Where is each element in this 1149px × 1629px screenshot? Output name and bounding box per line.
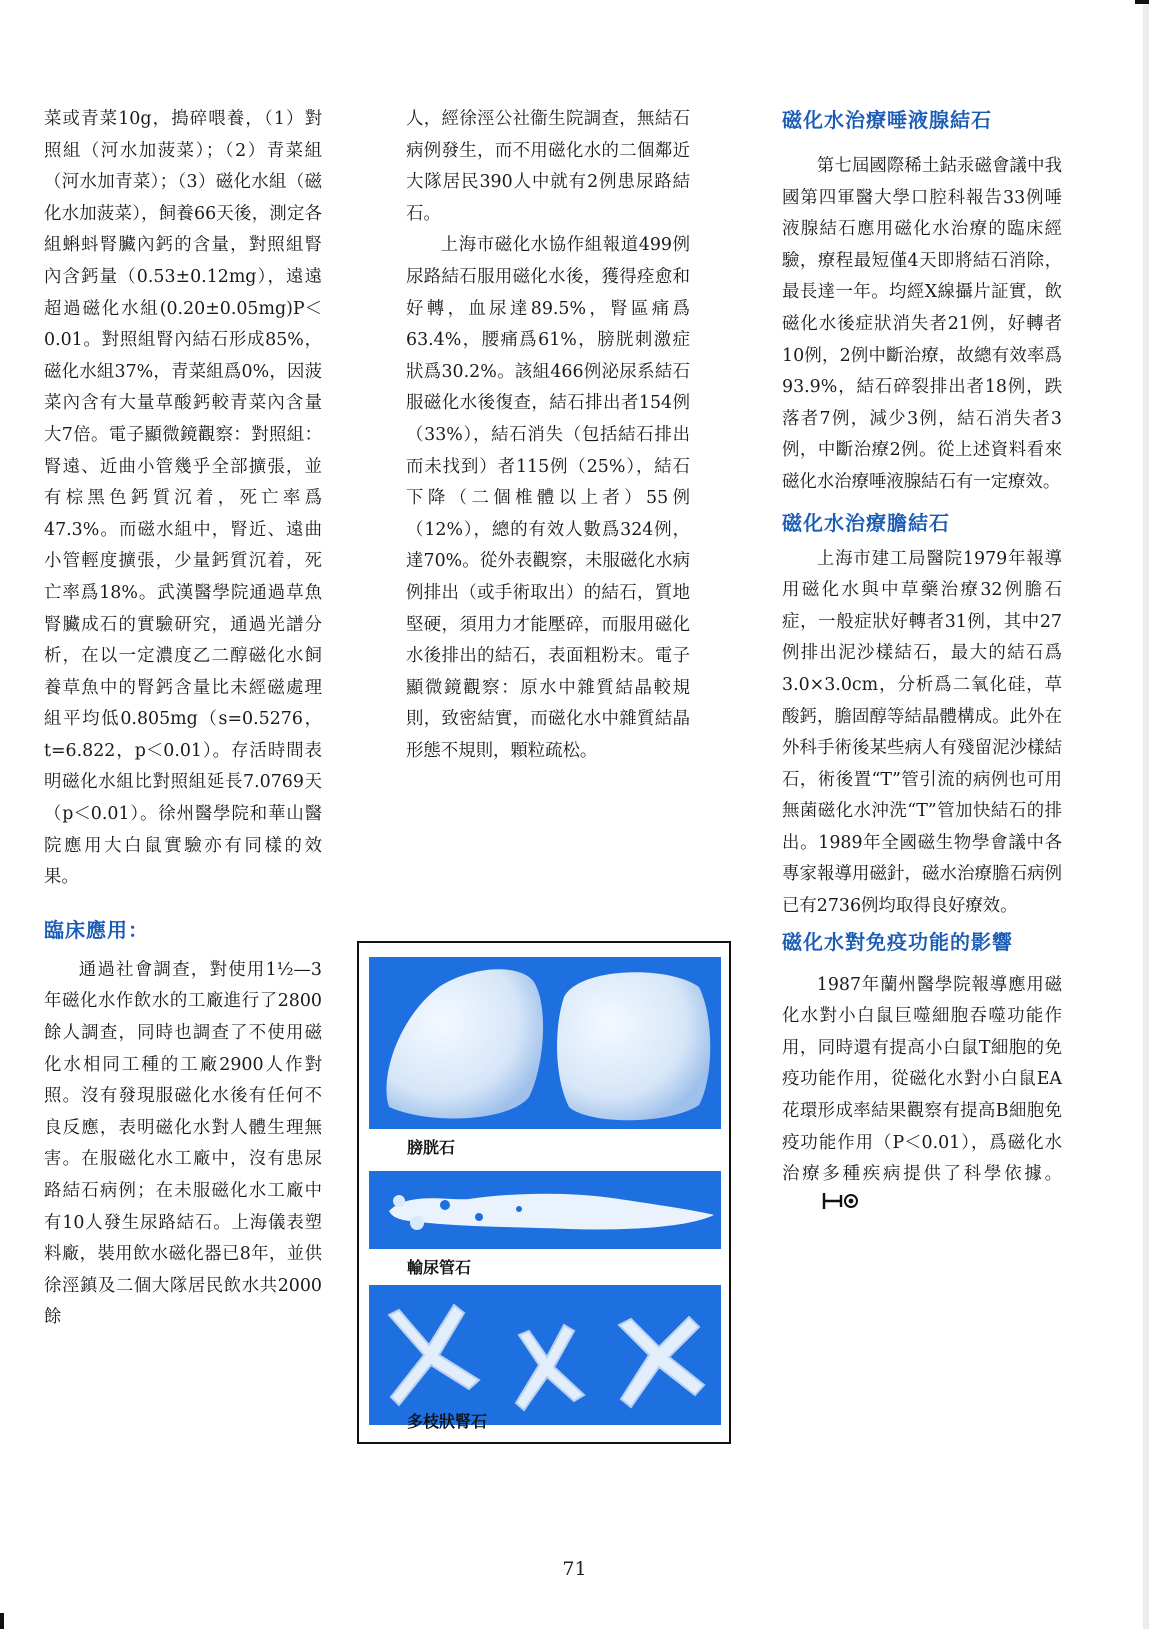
page-edge [1143,0,1149,1629]
photo-ureter-stone [369,1171,721,1249]
paragraph-text: 1987年蘭州醫學院報導應用磁化水對小白鼠巨噬細胞吞噬功能作用，同時還有提高小白鼠T細胞的免疫功能作用，從磁化水對小白鼠EA花環形成率結果觀察有提高B細胞免疫功能作用（P＜0.01），爲磁化水治療多種疾病提供了科學依據。 [782,974,1062,1185]
crop-mark [1135,0,1149,4]
end-mark-logo [786,1191,861,1223]
paragraph: 人，經徐涇公社衞生院調查，無結石病例發生，而不用磁化水的二個鄰近大隊居民390人中就有2例患尿路結石。 [406,109,690,224]
photo-bladder-stones [369,957,721,1129]
column-3 [782,104,1062,1223]
paragraph: 第七屆國際稀土鈷汞磁會議中我國第四軍醫大學口腔科報告33例唾液腺結石應用磁化水治療的臨床經驗，療程最短僅4天即將結石消除，最長達一年。均經X線攝片証實，飲磁化水後症狀消失者21例，好轉者10例，2例中斷治療，故總有效率爲93.9%，結石碎裂排出者18例，跌落者7例，減少3例，結石消失者3例，中斷治療2例。從上述資料看來磁化水治療唾液腺結石有一定療效。 [782,156,1062,492]
crop-mark [0,1613,4,1629]
section-heading-clinical-application: 臨床應用： [44,917,149,942]
column-2 [406,104,690,767]
caption-ureter-stone: 輸尿管石 [407,1258,472,1277]
paragraph: 上海市建工局醫院1979年報導用磁化水與中草藥治療32例膽石症，一般症狀好轉者31例，其中27例排出泥沙樣結石，最大的結石爲3.0×3.0cm，分析爲二氧化硅，草酸鈣，膽固醇等結晶體構成。此外在外科手術後某些病人有殘留泥沙樣結石，術後置“T”管引流的病例也可用無菌磁化水沖洗“T”管加快結石的排出。1989年全國磁生物學會議中各專家報導用磁針，磁水治療膽石病例已有2736例均取得良好療效。 [782,548,1062,917]
section-heading-immune-function: 磁化水對免疫功能的影響 [782,929,1013,954]
page-number: 71 [562,1558,587,1580]
paragraph [782,970,1062,1223]
photo-staghorn-kidney-stones [369,1285,721,1425]
paragraph: 菜或青菜10g，搗碎喂養，（1）對照組（河水加菠菜）；（2）青菜組（河水加青菜）；（3）磁化水組（磁化水加菠菜），飼養66天後，測定各組蝌蚪腎臟內鈣的含量，對照組腎內含鈣量（0.53±0.12mg），遠遠超過磁化水組(0.20±0.05mg)P＜0.01。對照組腎內結石形成85%，磁化水組37%，青菜組爲0%，因菠菜內含有大量草酸鈣較青菜內含量大7倍。電子顯微鏡觀察：對照組：腎遠、近曲小管幾乎全部擴張，並有棕黑色鈣質沉着，死亡率爲47.3%。而磁水組中，腎近、遠曲小管輕度擴張，少量鈣質沉着，死亡率爲18%。武漢醫學院通過草魚腎臟成石的實驗研究，通過光譜分析，在以一定濃度乙二醇磁化水飼養草魚中的腎鈣含量比未經磁處理組平均低0.805mg（s=0.5276，t=6.822，p＜0.01）。存活時間表明磁化水組比對照組延長7.0769天（p＜0.01）。徐州醫學院和華山醫院應用大白鼠實驗亦有同樣的效果。 [44,109,322,888]
section-heading-salivary-stones: 磁化水治療唾液腺結石 [782,108,992,132]
caption-bladder-stone: 膀胱石 [407,1138,456,1157]
caption-staghorn-kidney-stone: 多枝狀腎石 [407,1412,488,1431]
paragraph: 上海市磁化水協作組報道499例尿路結石服用磁化水後，獲得痊愈和好轉，血尿達89.5%，腎區痛爲63.4%，腰痛爲61%，膀胱刺激症狀爲30.2%。該組466例泌尿系結石服磁化水後復查，結石排出者154例（33%），結石消失（包括結石排出而未找到）者115例（25%），結石下降（二個椎體以上者）55例（12%），總的有效人數爲324例，達70%。從外表觀察，未服磁化水病例排出（或手術取出）的結石，質地堅硬，須用力才能壓碎，而服用磁化水後排出的結石，表面粗粉末。電子顯微鏡觀察：原水中雜質結晶較規則，致密結實，而磁化水中雜質結晶形態不規則，顆粒疏松。 [406,235,690,761]
column-1 [44,104,322,1334]
paragraph: 通過社會調查，對使用1½—3年磁化水作飲水的工廠進行了2800餘人調查，同時也調查了不使用磁化水相同工種的工廠2900人作對照。沒有發現服磁化水後有任何不良反應，表明磁化水對人體生理無害。在服磁化水工廠中，沒有患尿路結石病例；在未服磁化水工廠中有10人發生尿路結石。上海儀表塑料廠，裝用飲水磁化器已8年，並供徐涇鎮及二個大隊居民飲水共2000餘 [44,959,322,1328]
figure-stone-photos [357,941,731,1444]
section-heading-gallstones: 磁化水治療膽結石 [782,510,950,535]
